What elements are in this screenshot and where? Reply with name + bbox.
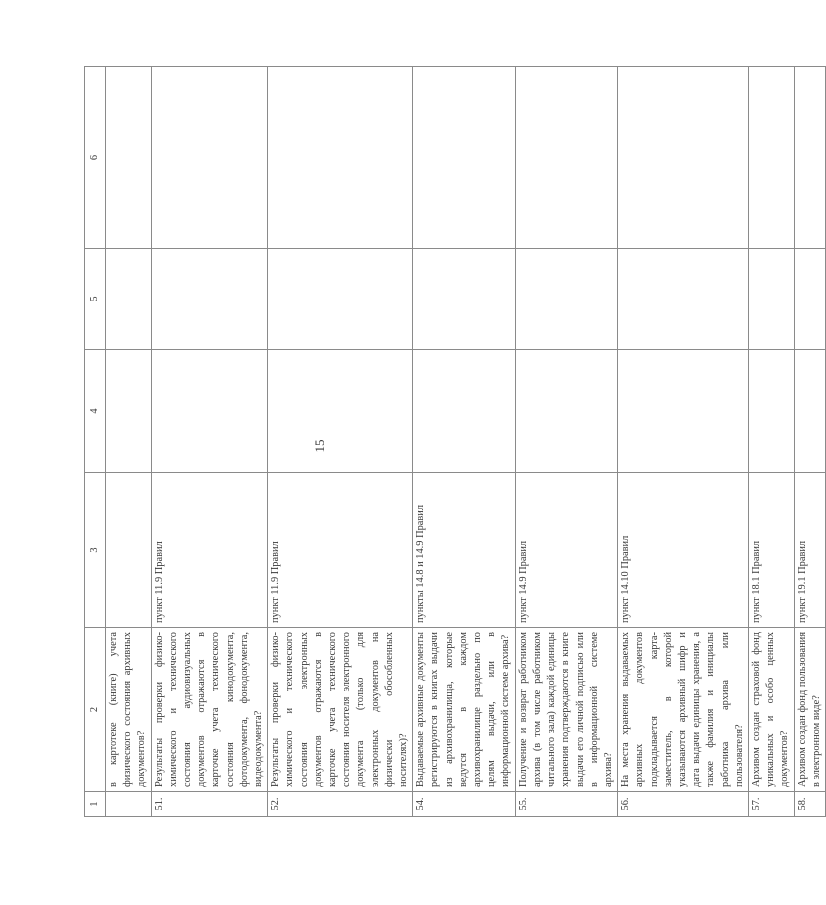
- header-cell: 5: [85, 249, 106, 350]
- row-empty-cell: [106, 67, 152, 249]
- row-number: 54.: [413, 792, 515, 817]
- row-empty-cell: [618, 350, 749, 473]
- row-empty-cell: [106, 249, 152, 350]
- row-question: Получение и возврат работником архива (в том числе работником читального зала) каждой единицы хранения подтверждаются в книге выдачи его личной подписью или в информационной системе архива?: [515, 628, 617, 792]
- row-reference: пункт 18.1 Правил: [748, 473, 794, 628]
- row-question: Результаты проверки физико-химического и технического состояния электронных документов отражаются в карточке учета технического состояния носителя электронного документа (только для электронных документов на физически обособленных носителях)?: [268, 628, 413, 792]
- table-row: [794, 67, 825, 817]
- checklist-table-rotated: [84, 67, 822, 817]
- row-empty-cell: [794, 67, 825, 249]
- table-row: [748, 67, 794, 817]
- row-number: 56.: [618, 792, 749, 817]
- page-number: 15: [312, 439, 327, 453]
- row-empty-cell: [794, 249, 825, 350]
- row-question: Архивом создан страховой фонд уникальных и особо ценных документов?: [748, 628, 794, 792]
- row-empty-cell: [413, 350, 515, 473]
- table-row: [515, 67, 617, 817]
- row-empty-cell: [748, 350, 794, 473]
- row-number: 57.: [748, 792, 794, 817]
- row-number: [106, 792, 152, 817]
- row-question: Результаты проверки физико-химического и технического состояния аудиовизуальных документов отражаются в карточке учета технического состояния кинодокумента, фотодокумента, фонодокумента, видеодокумента?: [151, 628, 268, 792]
- row-reference: пункт 14.10 Правил: [618, 473, 749, 628]
- row-empty-cell: [268, 350, 413, 473]
- row-empty-cell: [268, 249, 413, 350]
- row-empty-cell: [515, 249, 617, 350]
- row-reference: пункты 14.8 и 14.9 Правил: [413, 473, 515, 628]
- row-empty-cell: [413, 67, 515, 249]
- table-row: [106, 67, 152, 817]
- row-empty-cell: [151, 350, 268, 473]
- row-number: 52.: [268, 792, 413, 817]
- row-empty-cell: [151, 67, 268, 249]
- row-empty-cell: [618, 67, 749, 249]
- header-cell: 4: [85, 350, 106, 473]
- row-reference: пункт 19.1 Правил: [794, 473, 825, 628]
- row-reference: [106, 473, 152, 628]
- row-empty-cell: [268, 67, 413, 249]
- row-number: 55.: [515, 792, 617, 817]
- row-question: в картотеке (книге) учета физического состояния архивных документов?: [106, 628, 152, 792]
- row-empty-cell: [794, 350, 825, 473]
- header-cell: 2: [85, 628, 106, 792]
- row-empty-cell: [748, 249, 794, 350]
- row-empty-cell: [515, 350, 617, 473]
- header-cell: 3: [85, 473, 106, 628]
- row-number: 58.: [794, 792, 825, 817]
- header-cell: 1: [85, 792, 106, 817]
- row-empty-cell: [413, 249, 515, 350]
- row-number: 51.: [151, 792, 268, 817]
- row-question: На места хранения выдаваемых архивных документов подкладывается карта-заместитель, в которой указываются архивный шифр и дата выдачи единицы хранения, а также фамилия и инициалы работника архива или пользователя?: [618, 628, 749, 792]
- checklist-table: [84, 66, 826, 817]
- row-empty-cell: [515, 67, 617, 249]
- table-row: [151, 67, 268, 817]
- row-empty-cell: [151, 249, 268, 350]
- row-empty-cell: [106, 350, 152, 473]
- row-reference: пункт 11.9 Правил: [151, 473, 268, 628]
- row-question: Архивом создан фонд пользования в электронном виде?: [794, 628, 825, 792]
- header-cell: 6: [85, 67, 106, 249]
- row-reference: пункт 11.9 Правил: [268, 473, 413, 628]
- table-row: [618, 67, 749, 817]
- row-question: Выдаваемые архивные документы регистрируются в книгах выдачи из архивохранилища, которые ведутся в каждом архивохранилище раздельно по целям выдачи, или в информационной системе архива?: [413, 628, 515, 792]
- row-reference: пункт 14.9 Правил: [515, 473, 617, 628]
- table-row: [268, 67, 413, 817]
- row-empty-cell: [618, 249, 749, 350]
- table-header-row: [85, 67, 106, 817]
- row-empty-cell: [748, 67, 794, 249]
- table-row: [413, 67, 515, 817]
